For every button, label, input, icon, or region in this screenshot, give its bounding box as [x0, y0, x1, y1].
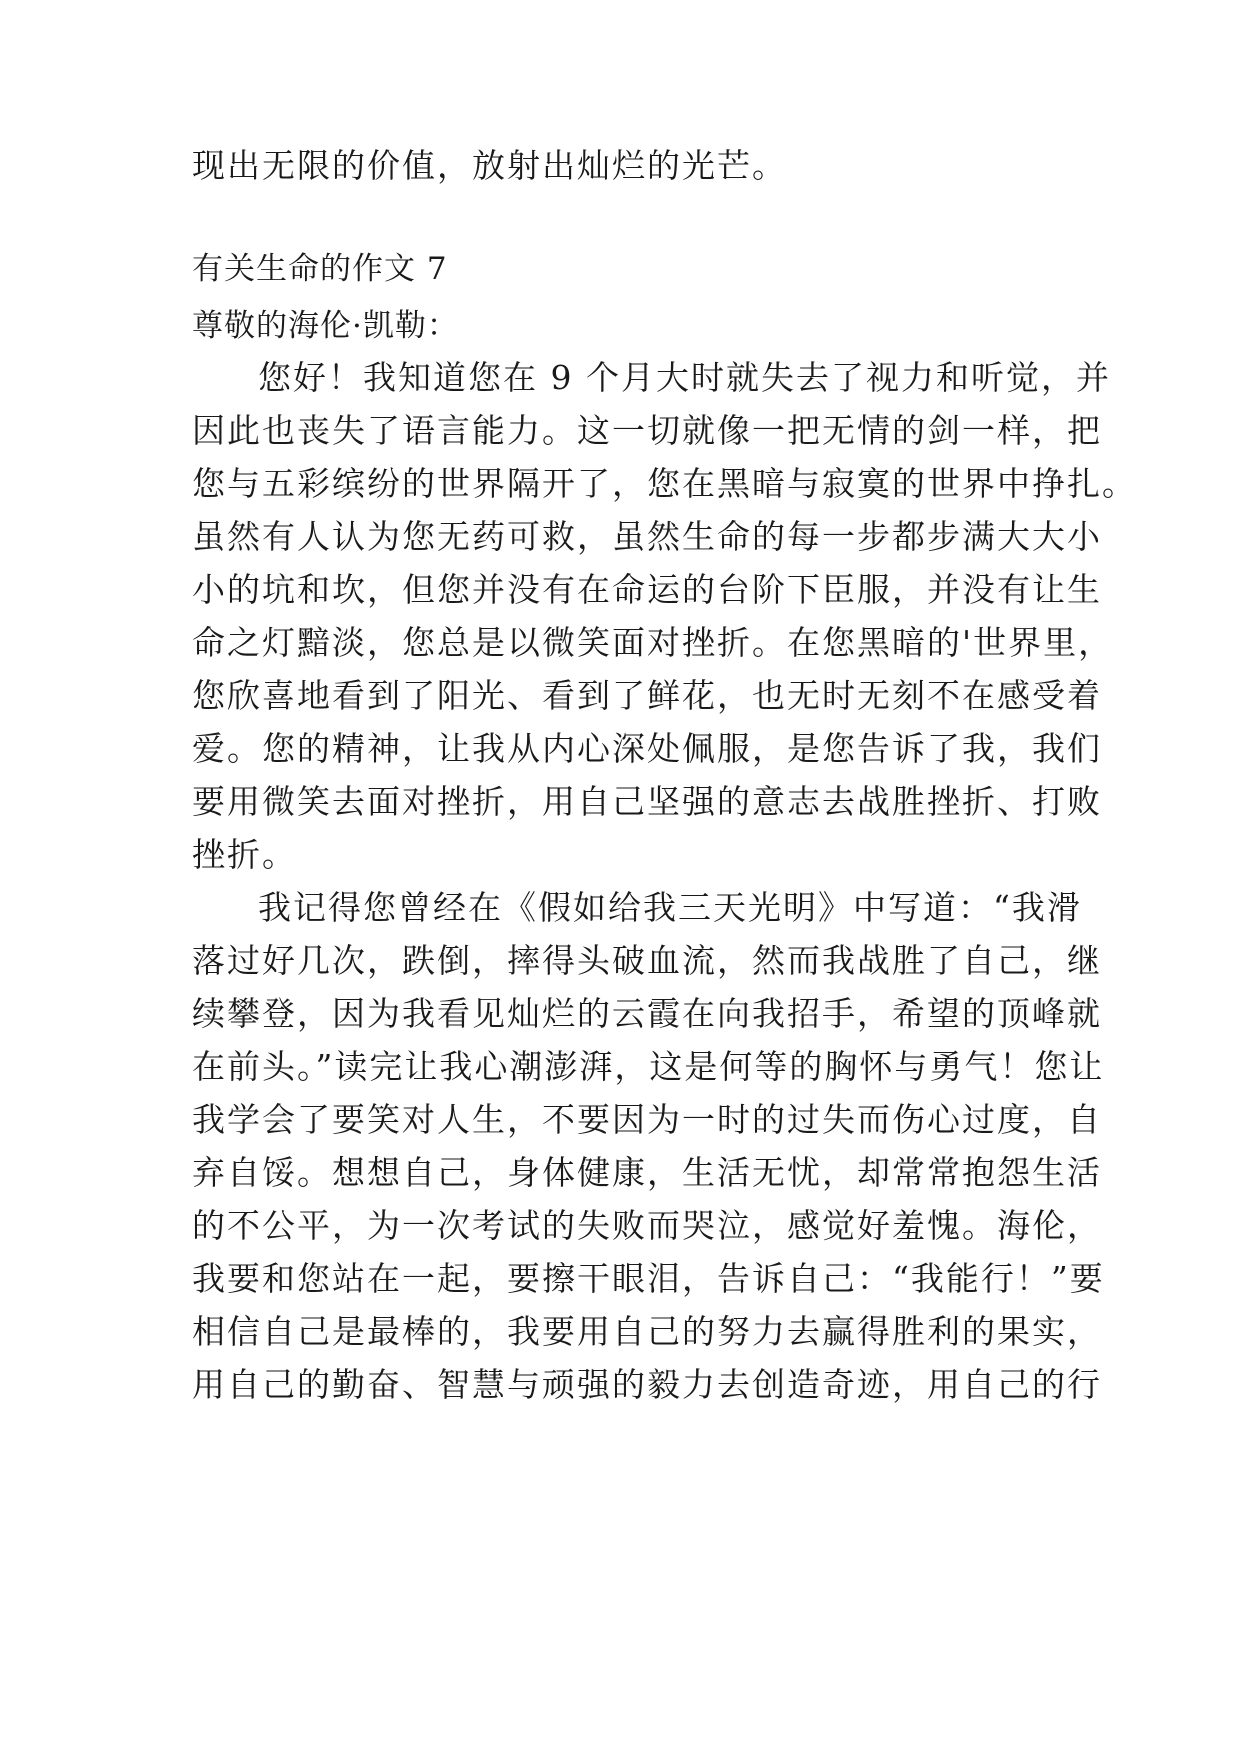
paragraph-line: 我要和您站在一起，要擦干眼泪，告诉自己：“我能行！”要	[192, 1259, 1105, 1298]
paragraph-line: 您与五彩缤纷的世界隔开了，您在黑暗与寂寞的世界中挣扎。	[192, 464, 1137, 503]
paragraph-line: 我记得您曾经在《假如给我三天光明》中写道：“我滑	[258, 888, 1082, 927]
paragraph-line: 小的坑和坎，但您并没有在命运的台阶下臣服，并没有让生	[192, 570, 1102, 609]
paragraph-line: 因此也丧失了语言能力。这一切就像一把无情的剑一样，把	[192, 411, 1102, 450]
paragraph-line: 虽然有人认为您无药可救，虽然生命的每一步都步满大大小	[192, 517, 1102, 556]
paragraph-line: 续攀登，因为我看见灿烂的云霞在向我招手，希望的顶峰就	[192, 994, 1102, 1033]
paragraph-line: 挫折。	[192, 835, 297, 874]
paragraph-line: 的不公平，为一次考试的失败而哭泣，感觉好羞愧。海伦，	[192, 1206, 1102, 1245]
paragraph-line: 用自己的勤奋、智慧与顽强的毅力去创造奇迹，用自己的行	[192, 1365, 1102, 1404]
section-title: 有关生命的作文 7	[192, 251, 448, 287]
paragraph-line: 弃自馁。想想自己，身体健康，生活无忧，却常常抱怨生活	[192, 1153, 1102, 1192]
paragraph-line: 您好！我知道您在 9 个月大时就失去了视力和听觉，并	[258, 358, 1111, 397]
paragraph-line: 相信自己是最棒的，我要用自己的努力去赢得胜利的果实，	[192, 1312, 1102, 1351]
paragraph-line: 要用微笑去面对挫折，用自己坚强的意志去战胜挫折、打败	[192, 782, 1102, 821]
paragraph-line: 命之灯黯淡，您总是以微笑面对挫折。在您黑暗的'世界里，	[192, 623, 1114, 662]
paragraph-line: 爱。您的精神，让我从内心深处佩服，是您告诉了我，我们	[192, 729, 1102, 768]
paragraph-line: 您欣喜地看到了阳光、看到了鲜花，也无时无刻不在感受着	[192, 676, 1102, 715]
preceding-text-line: 现出无限的价值，放射出灿烂的光芒。	[192, 146, 787, 185]
paragraph-line: 落过好几次，跌倒，摔得头破血流，然而我战胜了自己，继	[192, 941, 1102, 980]
salutation: 尊敬的海伦·凯勒：	[192, 308, 459, 344]
paragraph-line: 我学会了要笑对人生，不要因为一时的过失而伤心过度，自	[192, 1100, 1102, 1139]
paragraph-line: 在前头。”读完让我心潮澎湃，这是何等的胸怀与勇气！您让	[192, 1047, 1105, 1086]
